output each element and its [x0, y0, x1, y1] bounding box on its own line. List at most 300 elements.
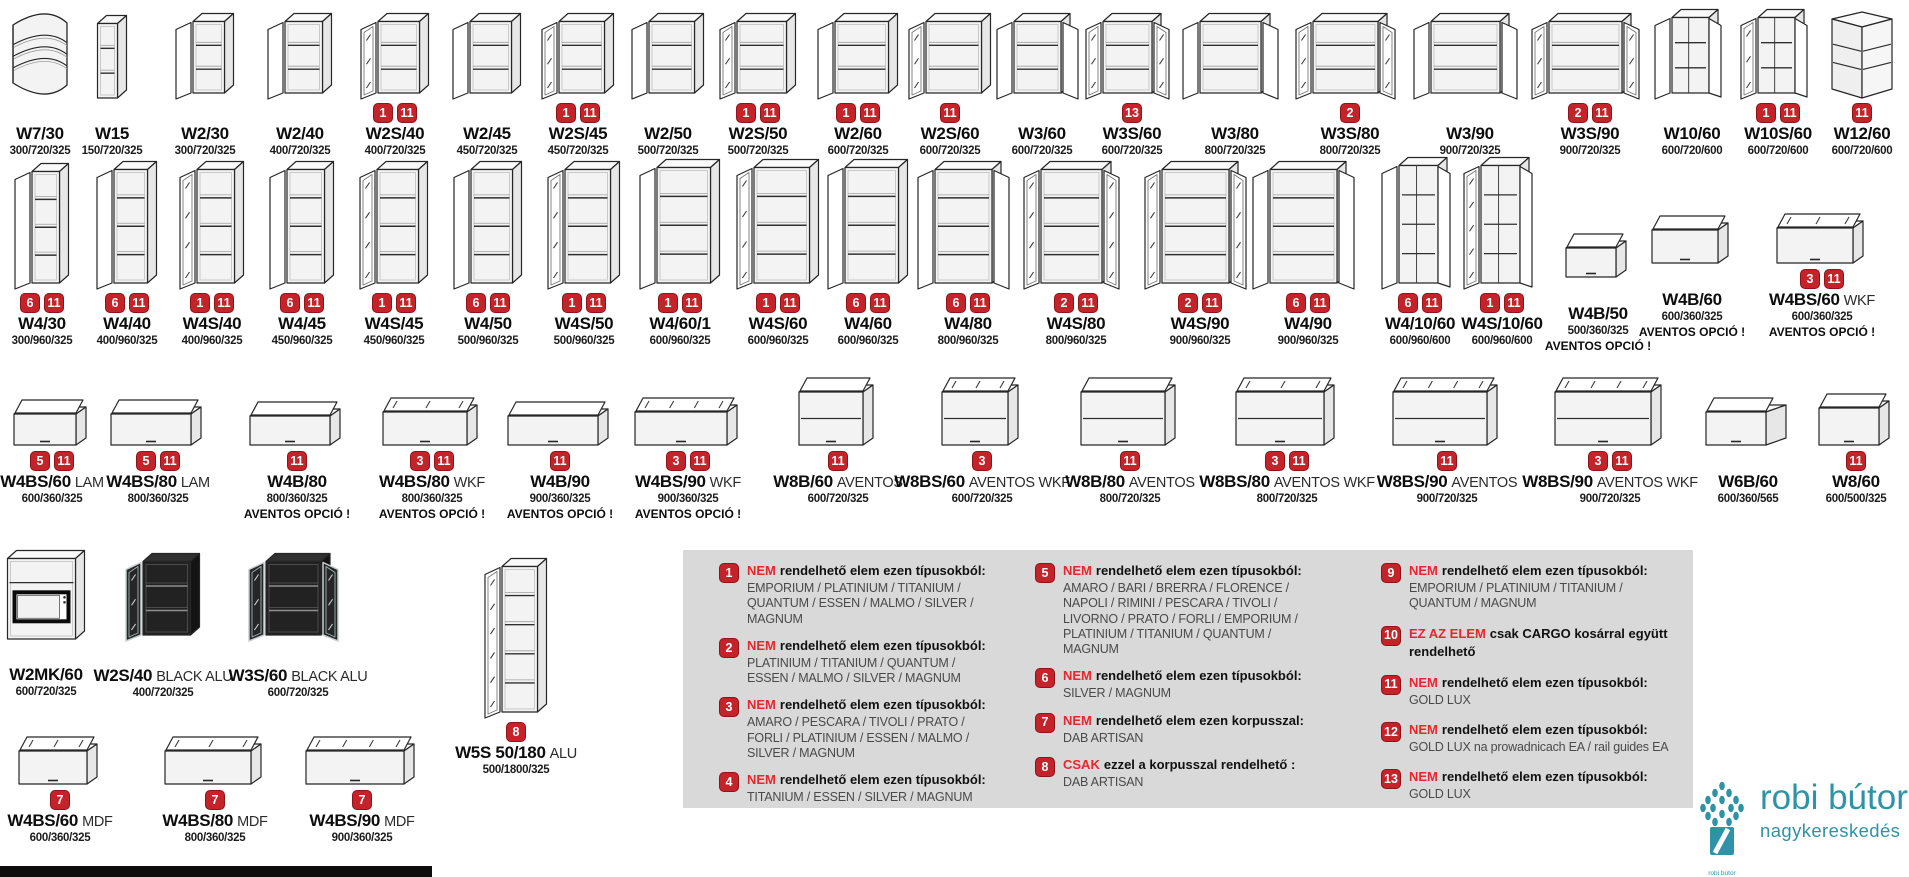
- cabinet-name-suffix: MDF: [237, 814, 268, 830]
- cabinet-dimensions: 400/720/325: [132, 687, 194, 699]
- legend-column: [719, 562, 997, 815]
- restriction-badge: 7: [352, 790, 372, 810]
- cabinet-cell: [80, 8, 144, 157]
- legend-types: GOLD LUX: [1409, 787, 1471, 801]
- badge-row: [1734, 103, 1822, 123]
- badge-row: [1079, 103, 1185, 123]
- cabinet-cell: [93, 550, 233, 699]
- cabinet-drawing: [375, 362, 489, 448]
- cabinet-name: W3/80: [1211, 124, 1259, 143]
- cabinet-name-suffix: AVENTOS WKF: [968, 475, 1070, 491]
- legend-types: GOLD LUX: [1409, 692, 1471, 707]
- cabinet-name: W4BS/80 LAM: [106, 472, 210, 491]
- cabinet-note: AVENTOS OPCIÓ !: [634, 507, 742, 521]
- restriction-badge: 1: [190, 293, 210, 313]
- badge-row: [169, 103, 241, 123]
- cabinet-dimensions: 900/960/325: [1277, 335, 1339, 347]
- badge-row: [1698, 451, 1798, 471]
- restriction-badge: 11: [760, 103, 780, 123]
- badge-row: [1289, 103, 1411, 123]
- legend-types: TITANIUM / ESSEN / SILVER / MAGNUM: [747, 790, 973, 804]
- cabinet-name: W2S/60: [920, 124, 980, 143]
- legend-text: [747, 696, 997, 761]
- cabinet-name-suffix: AVENTOS WKF: [1273, 475, 1375, 491]
- cabinet-dimensions: 600/720/325: [951, 493, 1013, 505]
- cabinet-name: W7/30: [16, 124, 64, 143]
- restriction-badge: 5: [30, 451, 50, 471]
- cabinet-name: W3/60: [1018, 124, 1066, 143]
- badge-row: [1648, 103, 1736, 123]
- restriction-badge: 6: [466, 293, 486, 313]
- cabinet-dimensions: 900/360/325: [529, 493, 591, 505]
- restriction-badge: 10: [1381, 626, 1401, 646]
- cabinet-dimensions: 800/720/325: [1256, 493, 1318, 505]
- badge-row: [173, 293, 251, 313]
- cabinet-cell: [0, 362, 104, 505]
- badge-row: [1769, 269, 1875, 289]
- cabinet-name: W5S 50/180 ALU: [455, 743, 577, 762]
- legend-item: [1381, 768, 1681, 802]
- cabinet-name: W4/60: [844, 314, 892, 333]
- legend-rule: rendelhető elem ezen típusokból:: [1441, 563, 1648, 578]
- badge-row: [447, 293, 529, 313]
- cabinet-name: W8BS/90 AVENTOS WKF: [1522, 472, 1698, 491]
- cabinet-name: W4BS/80 WKF: [379, 472, 485, 491]
- cabinet-drawing: [1073, 362, 1187, 448]
- cabinet-dimensions: 600/960/325: [837, 335, 899, 347]
- badge-row: [713, 103, 803, 123]
- cabinet-drawing: [1547, 362, 1673, 448]
- restriction-badge: 1: [373, 103, 393, 123]
- cabinet-dimensions: 900/720/325: [1579, 493, 1641, 505]
- cabinet-drawing: [173, 152, 251, 290]
- cabinet-drawing: [0, 545, 92, 641]
- legend-lead: EZ AZ ELEM: [1409, 625, 1486, 641]
- cabinet-drawing: [242, 362, 352, 448]
- cabinet-drawing: [535, 8, 621, 100]
- cabinet-dimensions: 800/960/325: [937, 335, 999, 347]
- cabinet-cell: [1457, 152, 1547, 347]
- cabinet-name: W2S/45: [548, 124, 608, 143]
- legend-types: AMARO / BARI / BRERRA / FLORENCE / NAPOLI / RIMINI / PESCARA / TIVOLI / LIVORNO / PRATO / FORLI / EMPORIUM / PLATINIUM / TITANIUM / QUANTUM / MAGNUM: [1063, 581, 1298, 656]
- badge-row: [791, 451, 885, 471]
- cabinet-dimensions: 400/720/325: [269, 145, 331, 157]
- legend-item: [719, 562, 997, 627]
- cabinet-name-suffix: WKF: [1843, 293, 1875, 309]
- restriction-badge: 11: [1592, 103, 1612, 123]
- cabinet-cell: [535, 8, 621, 157]
- cabinet-name: W4BS/80 MDF: [162, 811, 268, 830]
- cabinet-name: W6B/60: [1718, 472, 1778, 491]
- cabinet-name-suffix: WKF: [453, 475, 485, 491]
- cabinet-cell: [1525, 8, 1655, 157]
- restriction-badge: 11: [397, 103, 417, 123]
- legend-rule: rendelhető elem ezen típusokból:: [1095, 668, 1302, 684]
- restriction-badge: 6: [1286, 293, 1306, 313]
- cabinet-dimensions: 600/720/325: [15, 686, 77, 698]
- cabinet-cell: [3, 8, 77, 157]
- restriction-badge: 2: [1568, 103, 1588, 123]
- cabinet-name: W4/60/1: [649, 314, 711, 333]
- badge-row: [263, 293, 341, 313]
- cabinet-drawing: [627, 362, 749, 448]
- cabinet-drawing: [119, 550, 207, 642]
- cabinet-dimensions: 600/360/325: [1791, 311, 1853, 323]
- cabinet-name-suffix: BLACK ALU: [291, 669, 368, 685]
- cabinet-drawing: [1734, 8, 1822, 100]
- cabinet-name: W4B/80: [267, 472, 327, 491]
- cabinet-drawing: [263, 152, 341, 290]
- cabinet-name: W2S/50: [728, 124, 788, 143]
- cabinet-drawing: [242, 550, 354, 642]
- restriction-badge: 1: [756, 293, 776, 313]
- legend-item: [1035, 712, 1321, 746]
- legend-lead: NEM: [1063, 712, 1092, 728]
- legend-rule: rendelhető elem ezen típusokból:: [1441, 721, 1648, 737]
- legend-item: [719, 771, 997, 805]
- cabinet-cell: [228, 550, 368, 699]
- badge-row: [1457, 293, 1547, 313]
- cabinet-dimensions: 450/720/325: [456, 145, 518, 157]
- cabinet-dimensions: 500/360/325: [1567, 325, 1629, 337]
- cabinet-dimensions: 900/720/325: [1559, 145, 1621, 157]
- legend-column: [1035, 562, 1321, 800]
- restriction-badge: 11: [870, 293, 890, 313]
- cabinet-drawing: [1407, 8, 1533, 100]
- legend-lead: CSAK: [1063, 756, 1100, 772]
- cabinet-dimensions: 600/360/325: [21, 493, 83, 505]
- cabinet-cell: [541, 152, 627, 347]
- badge-row: [811, 103, 905, 123]
- legend-types: PLATINIUM / TITANIUM / QUANTUM / ESSEN / MALMO / SILVER / MAGNUM: [747, 655, 961, 685]
- cabinet-cell: [1407, 8, 1533, 157]
- badge-row: [298, 790, 426, 810]
- restriction-badge: 2: [1054, 293, 1074, 313]
- restriction-badge: 11: [1289, 451, 1309, 471]
- badge-row: [1246, 293, 1370, 313]
- cabinet-dimensions: 900/960/325: [1169, 335, 1231, 347]
- cabinet-dimensions: 500/960/325: [457, 335, 519, 347]
- cabinet-dimensions: 600/720/325: [1011, 145, 1073, 157]
- cabinet-name: W4BS/60 LAM: [0, 472, 104, 491]
- badge-row: [354, 103, 436, 123]
- legend-text: [747, 637, 997, 687]
- restriction-badge: 11: [970, 293, 990, 313]
- legend-types: DAB ARTISAN: [1063, 774, 1144, 789]
- cabinet-drawing: [6, 362, 98, 448]
- cabinet-drawing: [1017, 152, 1135, 290]
- restriction-badge: 5: [136, 451, 156, 471]
- cabinet-dimensions: 600/360/565: [1717, 493, 1779, 505]
- restriction-badge: 7: [50, 790, 70, 810]
- cabinet-drawing: [1769, 170, 1875, 266]
- badge-row: [730, 293, 826, 313]
- cabinet-name: W8/60: [1832, 472, 1880, 491]
- restriction-badge: 11: [1078, 293, 1098, 313]
- badge-row: [1073, 451, 1187, 471]
- cabinet-drawing: [1228, 362, 1346, 448]
- legend-rule: rendelhető elem ezen típusokból:: [779, 637, 986, 653]
- cabinet-cell: [500, 362, 620, 521]
- cabinet-dimensions: 300/960/325: [11, 335, 73, 347]
- cabinet-dimensions: 900/360/325: [657, 493, 719, 505]
- cabinet-name: W4BS/60 MDF: [7, 811, 113, 830]
- cabinet-name: W4S/45: [364, 314, 424, 333]
- cabinet-drawing: [821, 152, 915, 290]
- cabinet-name: W2/60: [834, 124, 882, 143]
- restriction-badge: 1: [1480, 293, 1500, 313]
- legend-lead: NEM: [1409, 563, 1438, 578]
- restriction-badge: 11: [860, 103, 880, 123]
- cabinet-drawing: [1811, 362, 1901, 448]
- cabinet-dimensions: 800/360/325: [127, 493, 189, 505]
- cabinet-cell: [811, 8, 905, 157]
- cabinet-name: W4/30: [18, 314, 66, 333]
- cabinet-dimensions: 400/960/325: [96, 335, 158, 347]
- legend-rule: rendelhető elem ezen típusokból:: [1095, 563, 1302, 578]
- badge-row: [353, 293, 435, 313]
- cabinet-drawing: [90, 152, 164, 290]
- brand-title: robi bútor: [1760, 778, 1908, 817]
- cabinet-cell: [1138, 152, 1262, 347]
- badge-row: [1375, 293, 1465, 313]
- cabinet-cell: [173, 152, 251, 347]
- cabinet-drawing: [541, 152, 627, 290]
- cabinet-drawing: [1079, 8, 1185, 100]
- restriction-badge: 11: [1437, 451, 1457, 471]
- cabinet-name-suffix: BLACK ALU: [156, 669, 233, 685]
- cabinet-cell: [1638, 170, 1746, 339]
- cabinet-name-suffix: LAM: [74, 475, 104, 491]
- cabinet-drawing: [478, 553, 554, 719]
- restriction-badge: 1: [658, 293, 678, 313]
- restriction-badge: 11: [1612, 451, 1632, 471]
- legend-text: [1409, 768, 1648, 802]
- cabinet-dimensions: 600/360/325: [29, 832, 91, 844]
- cabinet-name-suffix: MDF: [82, 814, 113, 830]
- cabinet-dimensions: 900/720/325: [1439, 145, 1501, 157]
- restriction-badge: 11: [586, 293, 606, 313]
- cabinet-name: W2/30: [181, 124, 229, 143]
- cabinet-name-suffix: AVENTOS: [1128, 475, 1195, 491]
- cabinet-cell: [298, 705, 426, 844]
- restriction-badge: 1: [556, 103, 576, 123]
- cabinet-name: W4/45: [278, 314, 326, 333]
- cabinet-name: W2S/40: [365, 124, 425, 143]
- restriction-badge: 6: [1035, 668, 1055, 688]
- cabinet-name: W4S/60: [748, 314, 808, 333]
- cabinet-drawing: [1525, 8, 1655, 100]
- cabinet-drawing: [1246, 152, 1370, 290]
- restriction-badge: 11: [214, 293, 234, 313]
- cabinet-cell: [773, 362, 903, 505]
- brand-logo: [1694, 780, 1908, 877]
- cabinet-cell: [169, 8, 241, 157]
- cabinet-dimensions: 600/720/600: [1747, 145, 1809, 157]
- cabinet-cell: [1824, 8, 1900, 157]
- restriction-badge: 11: [550, 451, 570, 471]
- cabinet-name-suffix: MDF: [384, 814, 415, 830]
- restriction-badge: 4: [719, 772, 739, 792]
- legend-item: [1381, 562, 1681, 612]
- legend-rule: rendelhető elem ezen típusokból:: [779, 772, 986, 787]
- cabinet-cell: [1648, 8, 1736, 157]
- restriction-badge: 5: [1035, 563, 1055, 583]
- legend-lead: NEM: [747, 563, 776, 578]
- cabinet-name: W3S/90: [1560, 124, 1620, 143]
- legend-lead: NEM: [747, 637, 776, 653]
- cabinet-cell: [263, 152, 341, 347]
- cabinet-name: W2/45: [463, 124, 511, 143]
- legend-text: [1409, 674, 1648, 708]
- cabinet-drawing: [353, 152, 435, 290]
- cabinet-dimensions: 600/720/325: [827, 145, 889, 157]
- cabinet-name: W12/60: [1833, 124, 1891, 143]
- cabinet-name: W4/40: [103, 314, 151, 333]
- badge-row: [1558, 283, 1638, 303]
- badge-row: [8, 293, 76, 313]
- restriction-badge: 6: [105, 293, 125, 313]
- cabinet-dimensions: 500/960/325: [553, 335, 615, 347]
- cabinet-cell: [902, 8, 998, 157]
- cabinet-name-suffix: AVENTOS: [1451, 475, 1518, 491]
- restriction-badge: 11: [396, 293, 416, 313]
- cabinet-dimensions: 400/960/325: [181, 335, 243, 347]
- cabinet-name-suffix: AVENTOS: [836, 475, 903, 491]
- cabinet-dimensions: 800/720/325: [1319, 145, 1381, 157]
- cabinet-name: W2S/40 BLACK ALU: [93, 666, 233, 685]
- cabinet-cell: [821, 152, 915, 347]
- legend-lead: NEM: [747, 772, 776, 787]
- restriction-badge: 11: [682, 293, 702, 313]
- cabinet-dimensions: 800/720/325: [1099, 493, 1161, 505]
- cabinet-dimensions: 600/720/325: [267, 687, 329, 699]
- legend-item: [1381, 721, 1681, 755]
- cabinet-drawing: [1176, 8, 1294, 100]
- cabinet-cell: [1811, 362, 1901, 505]
- cabinet-dimensions: 600/720/325: [807, 493, 869, 505]
- restriction-badge: 3: [666, 451, 686, 471]
- cabinet-cell: [0, 545, 92, 698]
- restriction-badge: 11: [828, 451, 848, 471]
- cabinet-name: W15: [94, 124, 130, 143]
- badge-row: [911, 293, 1025, 313]
- cabinet-dimensions: 150/720/325: [81, 145, 143, 157]
- cabinet-cell: [911, 152, 1025, 347]
- cabinet-dimensions: 600/720/325: [919, 145, 981, 157]
- restriction-badge: 11: [160, 451, 180, 471]
- cabinet-cell: [730, 152, 826, 347]
- restriction-badge: 11: [780, 293, 800, 313]
- restriction-badge: 3: [410, 451, 430, 471]
- restriction-badge: 2: [719, 638, 739, 658]
- cabinet-name-suffix: AVENTOS WKF: [1596, 475, 1698, 491]
- cabinet-drawing: [8, 152, 76, 290]
- cabinet-drawing: [1289, 8, 1411, 100]
- cabinet-name: W8B/60 AVENTOS: [773, 472, 903, 491]
- restriction-badge: 1: [1756, 103, 1776, 123]
- legend-item: [719, 696, 997, 761]
- cabinet-dimensions: 800/360/325: [266, 493, 328, 505]
- cabinet-cell: [1376, 362, 1518, 505]
- restriction-badge: 3: [1265, 451, 1285, 471]
- cabinet-drawing: [633, 152, 727, 290]
- cabinet-dimensions: 900/360/325: [331, 832, 393, 844]
- cabinet-dimensions: 600/720/325: [1101, 145, 1163, 157]
- cabinet-cell: [242, 362, 352, 521]
- cabinet-name: W8B/80 AVENTOS: [1065, 472, 1195, 491]
- cabinet-drawing: [261, 8, 339, 100]
- cabinet-drawing: [730, 152, 826, 290]
- cabinet-name: W8BS/90 AVENTOS: [1376, 472, 1518, 491]
- restriction-badge: 8: [1035, 757, 1055, 777]
- badge-row: [242, 645, 354, 665]
- badge-row: [375, 451, 489, 471]
- badge-row: [1176, 103, 1294, 123]
- badge-row: [90, 293, 164, 313]
- legend-lead: NEM: [1409, 674, 1438, 690]
- cabinet-cell: [8, 152, 76, 347]
- restriction-badge: 13: [1122, 103, 1142, 123]
- badge-row: [1811, 451, 1901, 471]
- legend-item: [719, 637, 997, 687]
- cabinet-drawing: [1698, 362, 1798, 448]
- cabinet-drawing: [157, 705, 273, 787]
- legend-types: SILVER / MAGNUM: [1063, 686, 1171, 701]
- badge-row: [1385, 451, 1509, 471]
- restriction-badge: 11: [304, 293, 324, 313]
- cabinet-cell: [103, 362, 213, 505]
- cabinet-drawing: [11, 705, 109, 787]
- legend-box: [683, 550, 1693, 808]
- cabinet-dimensions: 600/960/600: [1471, 335, 1533, 347]
- restriction-badge: 11: [1780, 103, 1800, 123]
- restriction-badge: 3: [972, 451, 992, 471]
- legend-text: [1063, 756, 1295, 790]
- cabinet-cell: [157, 705, 273, 844]
- legend-rule: csak CARGO kosárral együtt rendelhető: [1409, 625, 1668, 659]
- restriction-badge: 11: [1846, 451, 1866, 471]
- cabinet-note: AVENTOS OPCIÓ !: [1544, 339, 1652, 353]
- legend-rule: rendelhető elem ezen korpusszal:: [1095, 712, 1304, 728]
- cabinet-drawing: [103, 362, 213, 448]
- restriction-badge: 13: [1381, 769, 1401, 789]
- restriction-badge: 11: [1852, 103, 1872, 123]
- cabinet-name: W4/80: [944, 314, 992, 333]
- cabinet-drawing: [446, 8, 528, 100]
- badge-row: [1017, 293, 1135, 313]
- cabinet-cell: [1065, 362, 1195, 505]
- cabinet-name: W4B/60: [1662, 290, 1722, 309]
- restriction-badge: 3: [1588, 451, 1608, 471]
- restriction-badge: 6: [280, 293, 300, 313]
- cabinet-drawing: [354, 8, 436, 100]
- restriction-badge: 1: [836, 103, 856, 123]
- cabinet-note: AVENTOS OPCIÓ !: [378, 507, 486, 521]
- cabinet-name: W4S/10/60: [1461, 314, 1543, 333]
- restriction-badge: 8: [506, 722, 526, 742]
- legend-text: [1063, 712, 1304, 746]
- cabinet-name: W2/50: [644, 124, 692, 143]
- cabinet-drawing: [934, 362, 1030, 448]
- legend-text: [1063, 562, 1321, 657]
- cabinet-dimensions: 800/720/325: [1204, 145, 1266, 157]
- restriction-badge: 11: [580, 103, 600, 123]
- cabinet-dimensions: 500/1800/325: [482, 764, 550, 776]
- cabinet-dimensions: 300/720/325: [174, 145, 236, 157]
- legend-item: [1035, 756, 1321, 790]
- legend-text: [1409, 721, 1668, 755]
